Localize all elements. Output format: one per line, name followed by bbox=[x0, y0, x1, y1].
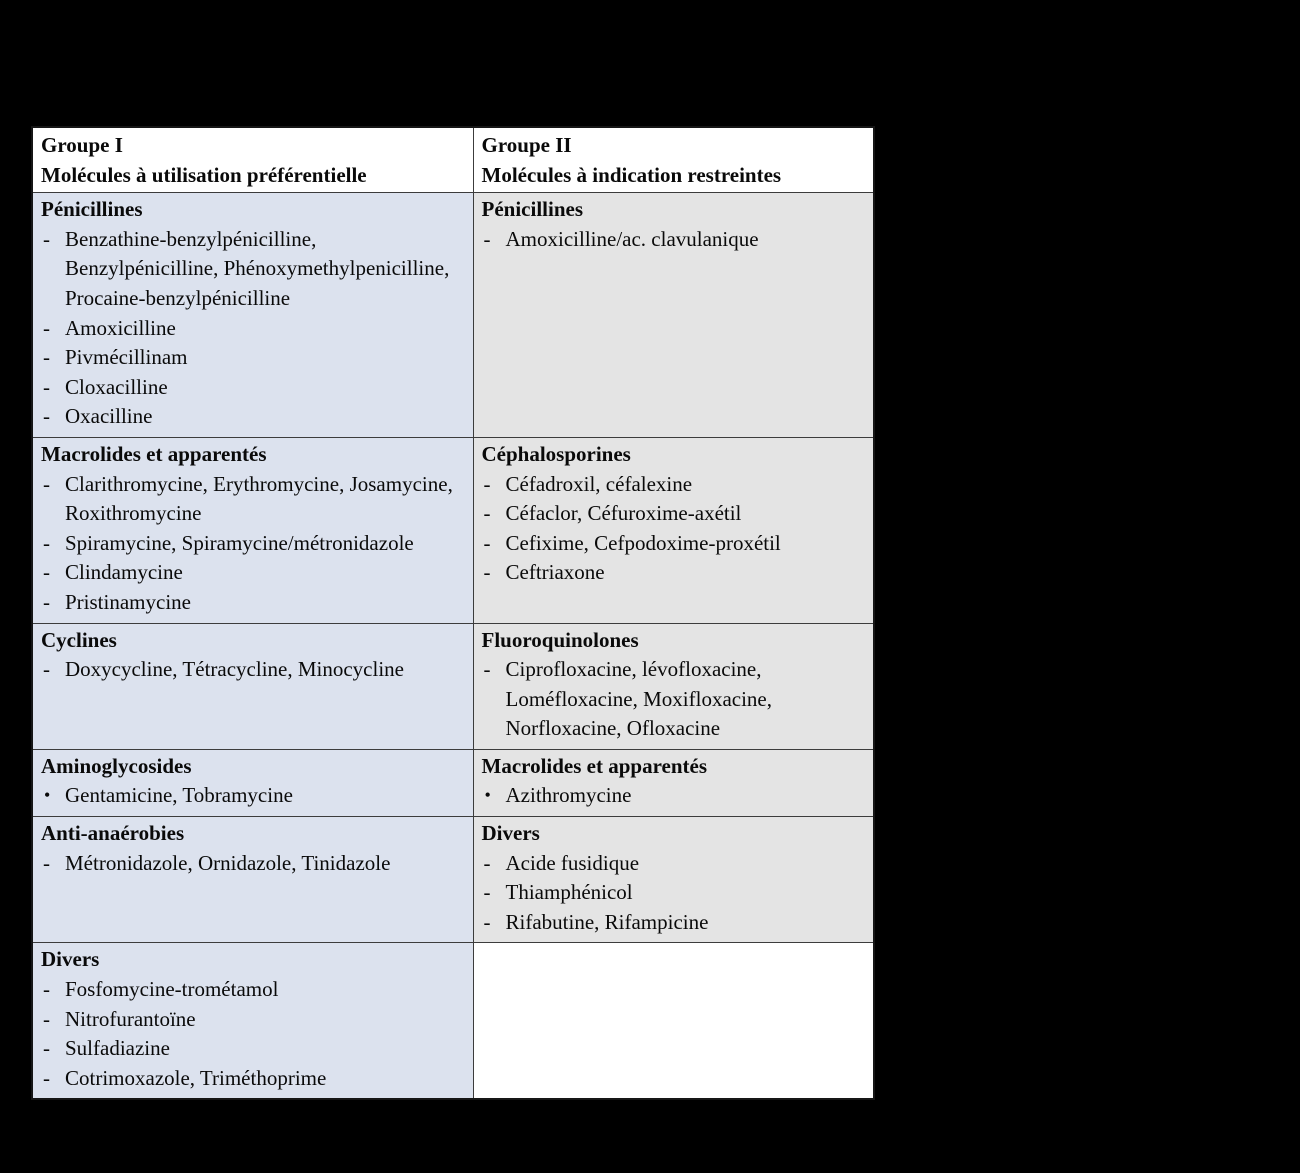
molecule-name: Spiramycine, Spiramycine/métronidazole bbox=[65, 530, 414, 555]
molecule-list bbox=[41, 225, 465, 432]
list-item bbox=[482, 908, 866, 938]
antibiotic-class-title: Pénicillines bbox=[41, 197, 143, 222]
antibiotic-groups-table bbox=[31, 126, 875, 1100]
molecule-name: Amoxicilline bbox=[65, 315, 176, 340]
list-item bbox=[41, 781, 465, 811]
dash-icon: - bbox=[483, 530, 491, 555]
list-item bbox=[41, 314, 465, 344]
table-cell-left bbox=[32, 623, 473, 749]
antibiotic-class-title: Divers bbox=[481, 821, 540, 846]
list-item bbox=[482, 878, 866, 908]
table-cell-right bbox=[473, 817, 874, 943]
molecule-list bbox=[41, 975, 465, 1093]
antibiotic-class-title: Céphalosporines bbox=[481, 441, 631, 466]
dash-icon: - bbox=[483, 880, 491, 905]
dash-icon: - bbox=[483, 909, 491, 934]
list-item bbox=[41, 225, 465, 314]
molecule-name: Cefixime, Cefpodoxime-proxétil bbox=[505, 530, 781, 555]
list-item bbox=[482, 499, 866, 529]
dash-icon: - bbox=[43, 1036, 50, 1061]
dash-icon: - bbox=[43, 1065, 50, 1090]
dash-icon: - bbox=[43, 226, 50, 251]
molecule-name: Clarithromycine, Erythromycine, Josamycine, Roxithromycine bbox=[65, 471, 453, 526]
list-item bbox=[41, 529, 465, 559]
dash-icon: - bbox=[483, 657, 491, 682]
dash-icon: - bbox=[43, 850, 50, 875]
dash-icon: - bbox=[483, 471, 491, 496]
antibiotic-class-title: Divers bbox=[41, 947, 100, 972]
header-groupe-1-title: Groupe I bbox=[41, 133, 123, 157]
molecule-name: Ceftriaxone bbox=[505, 560, 605, 585]
header-groupe-2-title: Groupe II bbox=[481, 133, 572, 157]
table-cell-right bbox=[473, 193, 874, 438]
dash-icon: - bbox=[43, 404, 50, 429]
table-cell-left bbox=[32, 943, 473, 1099]
molecule-name: Nitrofurantoïne bbox=[65, 1006, 196, 1031]
table-body bbox=[32, 193, 874, 1100]
dash-icon: - bbox=[43, 374, 50, 399]
antibiotic-class-title: Anti-anaérobies bbox=[41, 821, 185, 846]
table-row bbox=[32, 437, 874, 623]
molecule-name: Oxacilline bbox=[65, 404, 153, 429]
molecule-name: Gentamicine, Tobramycine bbox=[65, 783, 293, 808]
cell-content bbox=[41, 752, 465, 811]
molecule-name: Azithromycine bbox=[505, 783, 632, 808]
header-cell-groupe-2 bbox=[473, 127, 874, 193]
cell-content bbox=[41, 819, 465, 878]
dash-icon: - bbox=[43, 315, 50, 340]
molecule-list bbox=[41, 470, 465, 618]
list-item bbox=[41, 373, 465, 403]
dash-icon: - bbox=[43, 560, 50, 585]
molecule-name: Ciprofloxacine, lévofloxacine, Loméfloxacine, Moxifloxacine, Norfloxacine, Ofloxacine bbox=[505, 657, 772, 741]
molecule-name: Céfaclor, Céfuroxime-axétil bbox=[505, 501, 742, 526]
molecule-name: Cloxacilline bbox=[65, 374, 168, 399]
molecule-list bbox=[41, 781, 465, 811]
cell-content bbox=[41, 945, 465, 1093]
antibiotic-class-title: Pénicillines bbox=[481, 197, 583, 222]
molecule-name: Pristinamycine bbox=[65, 589, 191, 614]
list-item bbox=[482, 529, 866, 559]
cell-content bbox=[41, 195, 465, 432]
header-groupe-2-subtitle: Molécules à indication restreintes bbox=[481, 162, 782, 187]
table-row bbox=[32, 193, 874, 438]
list-item bbox=[41, 1005, 465, 1035]
bullet-icon: • bbox=[484, 785, 491, 806]
list-item bbox=[482, 225, 866, 255]
list-item bbox=[41, 470, 465, 529]
table-row bbox=[32, 623, 874, 749]
list-item bbox=[482, 655, 866, 744]
dash-icon: - bbox=[43, 657, 50, 682]
molecule-list bbox=[482, 470, 866, 588]
molecule-list bbox=[482, 781, 866, 811]
list-item bbox=[41, 849, 465, 879]
molecule-name: Amoxicilline/ac. clavulanique bbox=[505, 226, 759, 251]
table-cell-left bbox=[32, 749, 473, 816]
molecule-list bbox=[482, 849, 866, 938]
molecule-list bbox=[482, 655, 866, 744]
table-row bbox=[32, 749, 874, 816]
list-item bbox=[482, 849, 866, 879]
dash-icon: - bbox=[483, 560, 491, 585]
table-cell-left bbox=[32, 437, 473, 623]
table-cell-right bbox=[473, 437, 874, 623]
dash-icon: - bbox=[43, 345, 50, 370]
molecule-name: Céfadroxil, céfalexine bbox=[505, 471, 693, 496]
antibiotic-class-title: Fluoroquinolones bbox=[481, 627, 639, 652]
cell-content bbox=[41, 440, 465, 618]
molecule-name: Doxycycline, Tétracycline, Minocycline bbox=[65, 657, 404, 682]
molecule-list bbox=[41, 655, 465, 685]
molecule-name: Pivmécillinam bbox=[65, 345, 188, 370]
molecule-name: Clindamycine bbox=[65, 560, 183, 585]
table-cell-right bbox=[473, 623, 874, 749]
molecule-name: Sulfadiazine bbox=[65, 1036, 170, 1061]
molecule-name: Benzathine-benzylpénicilline, Benzylpénicilline, Phénoxymethylpenicilline, Procaine-benzylpénicilline bbox=[65, 226, 450, 310]
cell-content bbox=[482, 195, 866, 254]
table-cell-left bbox=[32, 193, 473, 438]
list-item bbox=[41, 343, 465, 373]
header-groupe-1-subtitle: Molécules à utilisation préférentielle bbox=[41, 162, 367, 187]
antibiotic-class-title: Cyclines bbox=[41, 627, 117, 652]
list-item bbox=[41, 975, 465, 1005]
antibiotic-groups-table-container bbox=[31, 126, 873, 1100]
dash-icon: - bbox=[43, 530, 50, 555]
list-item bbox=[482, 558, 866, 588]
cell-content bbox=[482, 440, 866, 588]
list-item bbox=[482, 470, 866, 500]
molecule-name: Acide fusidique bbox=[505, 850, 640, 875]
table-cell-right bbox=[473, 943, 874, 1099]
table-row bbox=[32, 943, 874, 1099]
antibiotic-class-title: Macrolides et apparentés bbox=[41, 441, 267, 466]
molecule-name: Métronidazole, Ornidazole, Tinidazole bbox=[65, 850, 391, 875]
cell-content bbox=[482, 752, 866, 811]
molecule-list bbox=[482, 225, 866, 255]
dash-icon: - bbox=[483, 226, 491, 251]
antibiotic-class-title: Aminoglycosides bbox=[41, 753, 192, 778]
dash-icon: - bbox=[483, 850, 491, 875]
molecule-name: Rifabutine, Rifampicine bbox=[505, 909, 709, 934]
list-item bbox=[41, 1064, 465, 1094]
list-item bbox=[41, 402, 465, 432]
table-cell-left bbox=[32, 817, 473, 943]
list-item bbox=[482, 781, 866, 811]
dash-icon: - bbox=[483, 501, 491, 526]
dash-icon: - bbox=[43, 1006, 50, 1031]
list-item bbox=[41, 558, 465, 588]
list-item bbox=[41, 655, 465, 685]
molecule-name: Cotrimoxazole, Triméthoprime bbox=[65, 1065, 327, 1090]
molecule-list bbox=[41, 849, 465, 879]
header-row bbox=[32, 127, 874, 193]
molecule-name: Fosfomycine-trométamol bbox=[65, 977, 279, 1002]
table-row bbox=[32, 817, 874, 943]
antibiotic-class-title: Macrolides et apparentés bbox=[481, 753, 708, 778]
table-cell-right bbox=[473, 749, 874, 816]
bullet-icon: • bbox=[44, 785, 51, 806]
cell-content bbox=[482, 819, 866, 937]
dash-icon: - bbox=[43, 977, 50, 1002]
cell-content bbox=[41, 626, 465, 685]
list-item bbox=[41, 588, 465, 618]
dash-icon: - bbox=[43, 471, 50, 496]
molecule-name: Thiamphénicol bbox=[505, 880, 633, 905]
cell-content bbox=[482, 626, 866, 744]
dash-icon: - bbox=[43, 589, 50, 614]
header-cell-groupe-1 bbox=[32, 127, 473, 193]
table-header bbox=[32, 127, 874, 193]
list-item bbox=[41, 1034, 465, 1064]
